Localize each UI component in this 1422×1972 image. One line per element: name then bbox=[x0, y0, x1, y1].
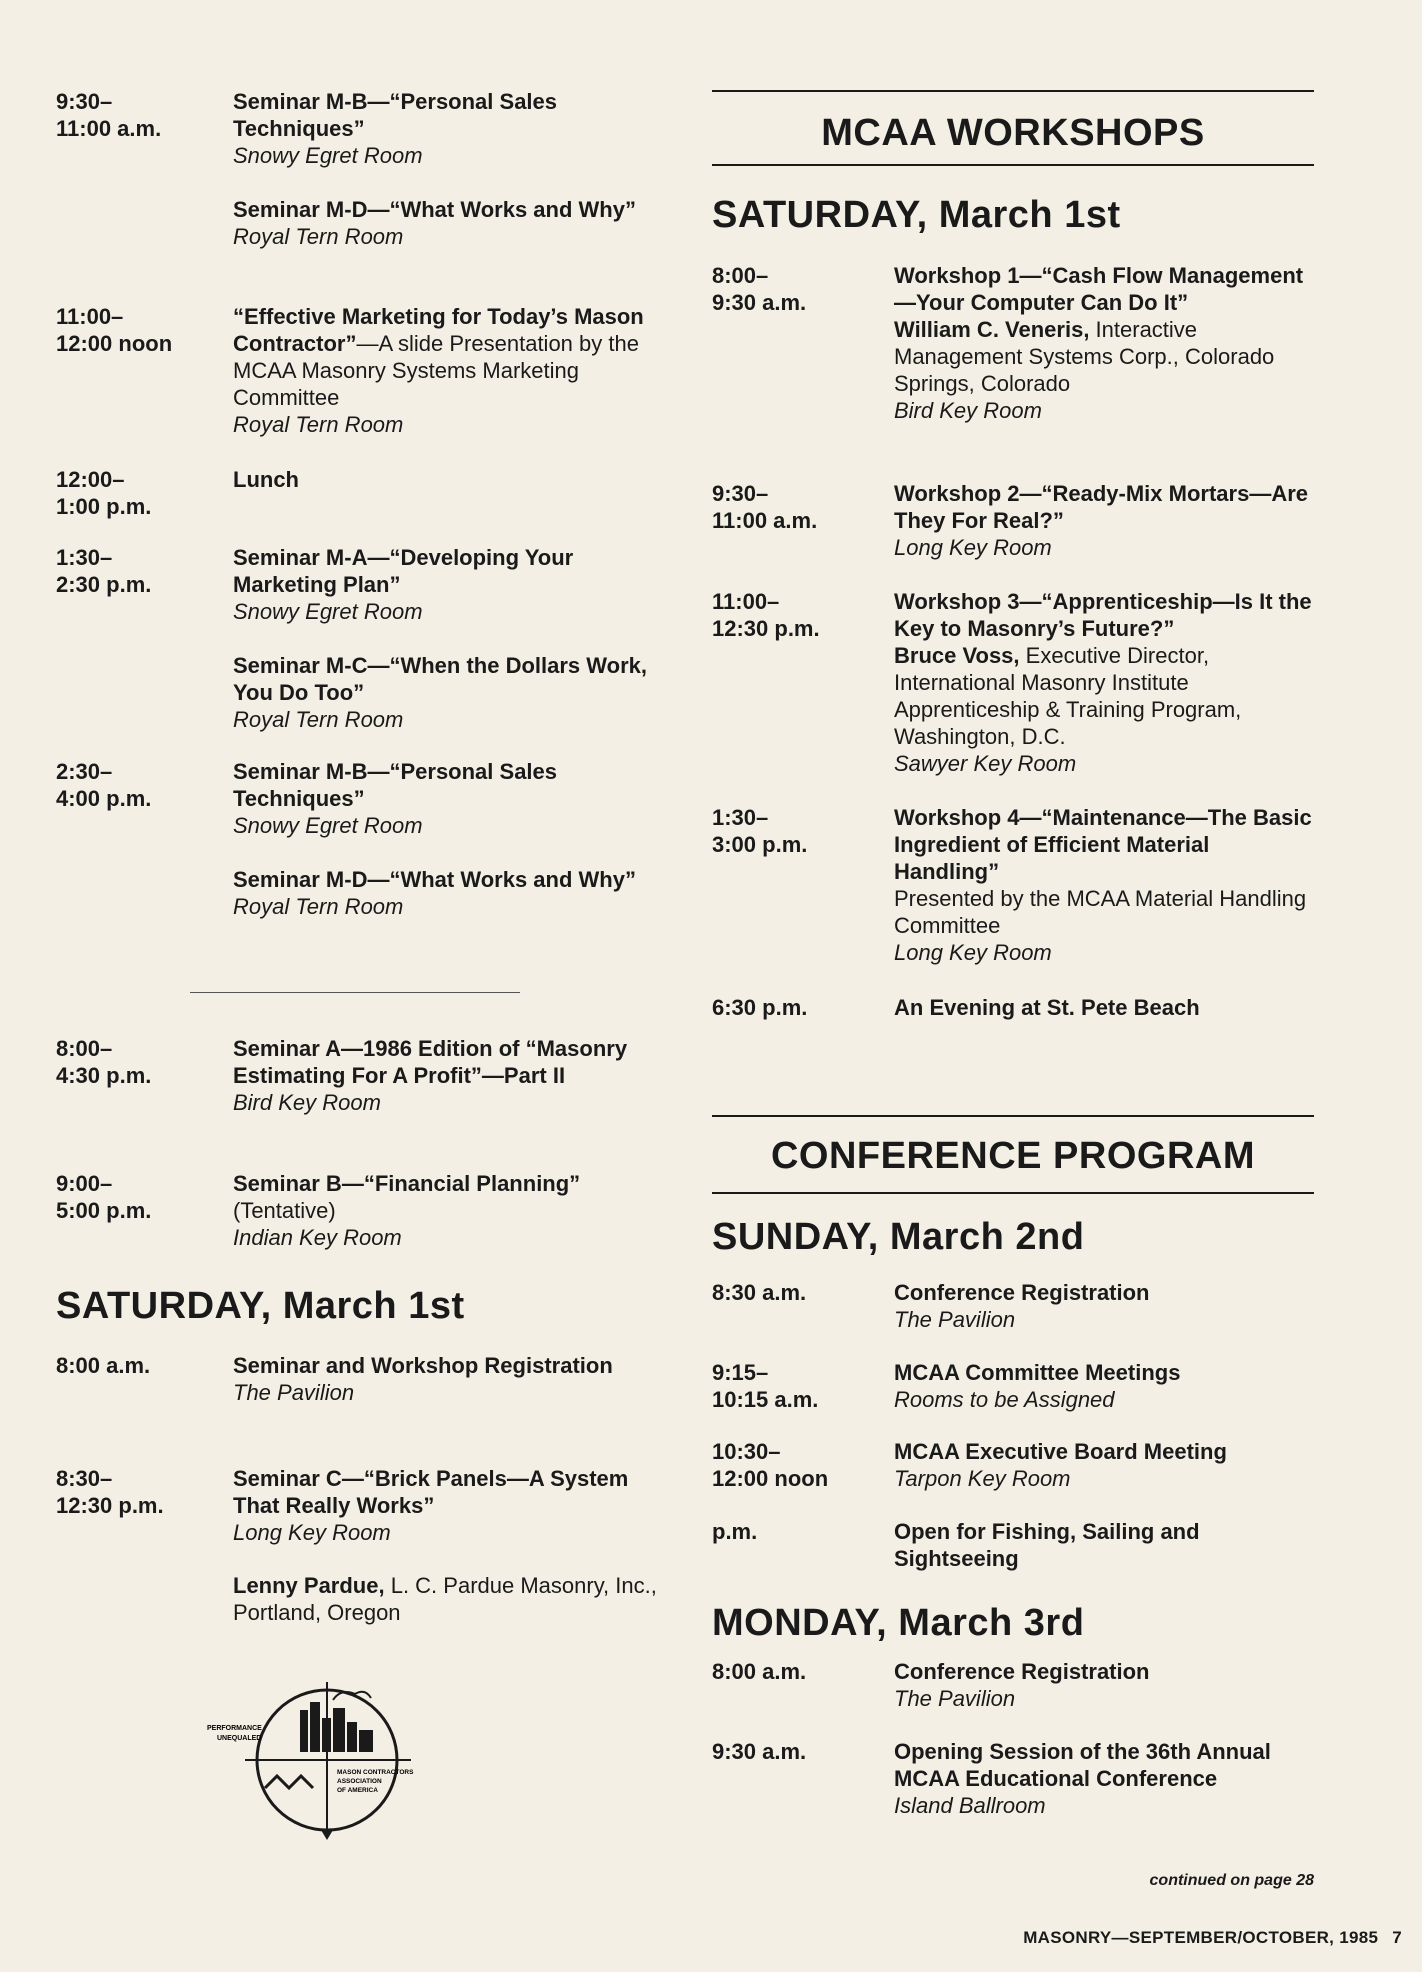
speaker-name: Bruce Voss, bbox=[894, 643, 1020, 668]
day-heading: SATURDAY, March 1st bbox=[712, 194, 1121, 236]
logo-city-skyline bbox=[322, 1718, 331, 1752]
entry-title: Open for Fishing, Sailing and Sightseeing bbox=[894, 1519, 1200, 1571]
page-number: 7 bbox=[1392, 1928, 1402, 1947]
entry-room: The Pavilion bbox=[233, 1380, 355, 1405]
entry-time: 9:15– 10:15 a.m. bbox=[712, 1360, 819, 1412]
entry-time: 8:30– 12:30 p.m. bbox=[56, 1466, 164, 1518]
entry-room: Royal Tern Room bbox=[233, 412, 404, 437]
entry-title: Seminar A—1986 Edition of “Masonry Estimating For A Profit”—Part II bbox=[233, 1036, 628, 1088]
entry-time: 9:30 a.m. bbox=[712, 1739, 807, 1764]
entry-time: 8:00 a.m. bbox=[56, 1353, 151, 1378]
section-rule bbox=[712, 1192, 1314, 1194]
entry-room: Royal Tern Room bbox=[233, 894, 404, 919]
entry-title: MCAA Committee Meetings bbox=[894, 1360, 1181, 1385]
section-rule bbox=[712, 1115, 1314, 1117]
entry-title: Workshop 4—“Maintenance—The Basic Ingredient of Efficient Material Handling” bbox=[894, 805, 1312, 884]
entry-time: 9:00– 5:00 p.m. bbox=[56, 1171, 152, 1223]
entry-note: Presented by the MCAA Material Handling Committee bbox=[894, 886, 1307, 938]
entry-title: Workshop 1—“Cash Flow Management—Your Computer Can Do It” bbox=[894, 263, 1304, 315]
entry-room: Indian Key Room bbox=[233, 1225, 402, 1250]
entry-title: Seminar C—“Brick Panels—A System That Really Works” bbox=[233, 1466, 629, 1518]
speaker-name: Lenny Pardue, bbox=[233, 1573, 385, 1598]
entry-note: —A slide Presentation by the MCAA Masonry Systems Marketing Committee bbox=[233, 331, 639, 410]
logo-city-skyline bbox=[347, 1722, 357, 1752]
section-title-workshops: MCAA WORKSHOPS bbox=[821, 112, 1205, 154]
logo-text: OF AMERICA bbox=[337, 1787, 378, 1794]
speaker-affiliation: Interactive Management Systems Corp., Colorado Springs, Colorado bbox=[894, 317, 1275, 396]
logo-arrow-icon bbox=[321, 1830, 333, 1840]
entry-room: Snowy Egret Room bbox=[233, 143, 423, 168]
entry-title: Conference Registration bbox=[894, 1280, 1150, 1305]
entry-room: Long Key Room bbox=[894, 940, 1052, 965]
entry-room: Sawyer Key Room bbox=[894, 751, 1077, 776]
entry-time: 8:00 a.m. bbox=[712, 1659, 807, 1684]
entry-title: Seminar M-D—“What Works and Why” bbox=[233, 197, 636, 222]
day-heading: SATURDAY, March 1st bbox=[56, 1285, 465, 1327]
entry-time: 8:30 a.m. bbox=[712, 1280, 807, 1305]
entry-room: Rooms to be Assigned bbox=[894, 1387, 1115, 1412]
entry-time: 9:30– 11:00 a.m. bbox=[56, 89, 162, 141]
publication-line: MASONRY—SEPTEMBER/OCTOBER, 1985 bbox=[1023, 1928, 1379, 1947]
entry-title: An Evening at St. Pete Beach bbox=[894, 995, 1200, 1020]
entry-room: Bird Key Room bbox=[894, 398, 1042, 423]
entry-title: MCAA Executive Board Meeting bbox=[894, 1439, 1227, 1464]
speaker-affiliation: Executive Director, International Masonry Institute Apprenticeship & Training Program, Washington, D.C. bbox=[894, 643, 1242, 749]
entry-time: 11:00– 12:30 p.m. bbox=[712, 589, 820, 641]
entry-title: Opening Session of the 36th Annual MCAA Educational Conference bbox=[894, 1739, 1271, 1791]
section-divider bbox=[190, 992, 520, 993]
entry-title: Seminar and Workshop Registration bbox=[233, 1353, 613, 1378]
entry-title: Conference Registration bbox=[894, 1659, 1150, 1684]
entry-time: 1:30– 3:00 p.m. bbox=[712, 805, 808, 857]
section-title-conference: CONFERENCE PROGRAM bbox=[770, 1135, 1256, 1177]
entry-title: Workshop 3—“Apprenticeship—Is It the Key to Masonry’s Future?” bbox=[894, 589, 1312, 641]
entry-title: Seminar M-D—“What Works and Why” bbox=[233, 867, 636, 892]
logo-text: PERFORMANCE bbox=[207, 1725, 262, 1732]
entry-room: Tarpon Key Room bbox=[894, 1466, 1071, 1491]
entry-room: Island Ballroom bbox=[894, 1793, 1046, 1818]
day-heading: SUNDAY, March 2nd bbox=[712, 1216, 1085, 1258]
continued-note: continued on page 28 bbox=[1149, 1872, 1314, 1889]
entry-time: 6:30 p.m. bbox=[712, 995, 808, 1020]
logo-text: ASSOCIATION bbox=[337, 1778, 382, 1785]
entry-note: (Tentative) bbox=[233, 1198, 336, 1223]
entry-room: Bird Key Room bbox=[233, 1090, 381, 1115]
entry-title: Seminar M-B—“Personal Sales Techniques” bbox=[233, 89, 558, 141]
speaker-name: William C. Veneris, bbox=[894, 317, 1090, 342]
entry-room: The Pavilion bbox=[894, 1307, 1016, 1332]
entry-time: 9:30– 11:00 a.m. bbox=[712, 481, 818, 533]
section-rule bbox=[712, 164, 1314, 166]
logo-city-skyline bbox=[333, 1708, 345, 1752]
entry-room: The Pavilion bbox=[894, 1686, 1016, 1711]
entry-room: Royal Tern Room bbox=[233, 707, 404, 732]
section-rule bbox=[712, 90, 1314, 92]
logo-wave bbox=[265, 1776, 313, 1788]
entry-time: 10:30– 12:00 noon bbox=[712, 1439, 829, 1491]
entry-title: Seminar B—“Financial Planning” bbox=[233, 1171, 581, 1196]
entry-title: Seminar M-A—“Developing Your Marketing Plan” bbox=[233, 545, 574, 597]
logo-city-skyline bbox=[359, 1730, 373, 1752]
entry-room: Long Key Room bbox=[233, 1520, 391, 1545]
entry-time: 11:00– 12:00 noon bbox=[56, 304, 173, 356]
mcaa-logo bbox=[205, 1680, 450, 1840]
entry-time: 2:30– 4:00 p.m. bbox=[56, 759, 152, 811]
entry-title: Seminar M-C—“When the Dollars Work, You Do Too” bbox=[233, 653, 647, 705]
entry-title: Seminar M-B—“Personal Sales Techniques” bbox=[233, 759, 558, 811]
logo-text: MASON CONTRACTORS bbox=[337, 1769, 414, 1776]
entry-time: 12:00– 1:00 p.m. bbox=[56, 467, 152, 519]
entry-time: p.m. bbox=[712, 1519, 758, 1544]
entry-time: 8:00– 9:30 a.m. bbox=[712, 263, 807, 315]
logo-city-skyline bbox=[300, 1710, 308, 1752]
logo-text: UNEQUALED bbox=[217, 1735, 262, 1742]
entry-title: “Effective Marketing for Today’s Mason Contractor” bbox=[233, 304, 644, 356]
entry-time: 8:00– 4:30 p.m. bbox=[56, 1036, 152, 1088]
entry-room: Snowy Egret Room bbox=[233, 813, 423, 838]
entry-room: Long Key Room bbox=[894, 535, 1052, 560]
page-footer bbox=[1023, 1928, 1402, 1948]
speaker-affiliation: L. C. Pardue Masonry, Inc., Portland, Oregon bbox=[233, 1573, 657, 1625]
entry-room: Snowy Egret Room bbox=[233, 599, 423, 624]
entry-time: 1:30– 2:30 p.m. bbox=[56, 545, 152, 597]
entry-room: Royal Tern Room bbox=[233, 224, 404, 249]
day-heading: MONDAY, March 3rd bbox=[712, 1602, 1085, 1644]
entry-title: Workshop 2—“Ready-Mix Mortars—Are They For Real?” bbox=[894, 481, 1309, 533]
entry-title: Lunch bbox=[233, 467, 299, 492]
logo-city-skyline bbox=[310, 1702, 320, 1752]
